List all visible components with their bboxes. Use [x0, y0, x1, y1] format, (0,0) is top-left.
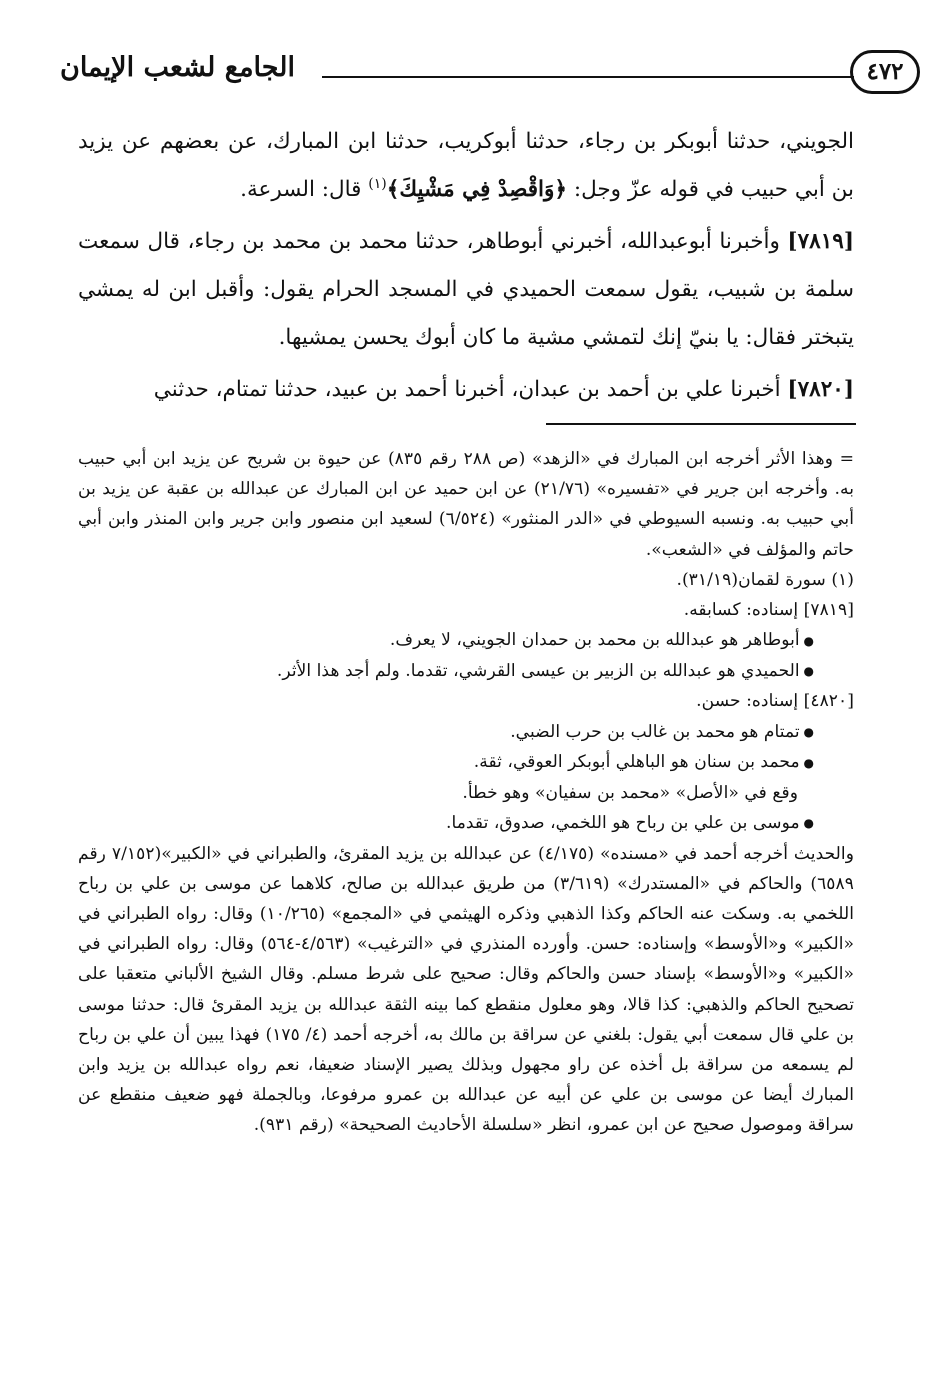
paragraph-text: الجويني، حدثنا أبوبكر بن رجاء، حدثنا أبوكريب، حدثنا ابن المبارك، عن بعضهم عن يزيد بن أبي حبيب في قوله عزّ وجل:: [78, 129, 854, 202]
footnote-bullet: ● أبوطاهر هو عبدالله بن محمد بن حمدان الجويني، لا يعرف.: [78, 625, 854, 656]
running-header: [60, 44, 904, 106]
footnote-separator: [546, 423, 856, 425]
footnote-1: (١) سورة لقمان(٣١/١٩).: [676, 569, 854, 590]
footnotes: [78, 444, 854, 1141]
footnote-hadith-takhrij: والحديث أخرجه أحمد في «مسنده» (٤/١٧٥) عن عبدالله بن يزيد المقرئ، والطبراني في «الكبير»(٧/١٥٢ رقم ٦٥٨٩) والحاكم في «المستدرك» (٣/٦١٩) من طريق عبدالله بن صالح، كلاهما عن موسى بن علي بن رباح اللخمي به. وسكت عنه الحاكم وكذا الذهبي وذكره الهيثمي في «المجمع» (١٠/٢٦٥) وقال: رواه الطبراني في «الكبير» و«الأوسط» وإسناده: حسن. وأورده المنذري في «الترغيب» (٤/٥٦٣-٥٦٤) وقال: رواه الطبراني في «الكبير» و«الأوسط» بإسناد حسن والحاكم وقال: صحيح على شرط مسلم. وقال الشيخ الألباني متعقبا على تصحيح الحاكم والذهبي: كذا قالا، وهو معلول منقطع كما بينه الثقة عبدالله بن يزيد المقرئ قال: حدثنا موسى بن علي قال سمعت أبي يقول: بلغني عن سراقة بن مالك به، أخرجه أحمد (٤/ ١٧٥) فهذا يبين أن علي بن رباح لم يسمعه من سراقة بل أخذه عن راو مجهول وبذلك يصير الإسناد ضعيفا، نعم رواه عبدالله بن يزيد وابن المبارك أيضا عن موسى بن علي عن أبيه عن عبدالله بن عمرو مرفوعا، وبالجملة فهو ضعيف منقطع عن سراقة وموصول صحيح عن ابن عمرو، انظر «سلسلة الأحاديث الصحيحة» (رقم ٩٣١).: [78, 843, 854, 1136]
header-rule: [322, 76, 854, 78]
hadith-text: أخبرنا علي بن أحمد بن عبدان، أخبرنا أحمد بن عبيد، حدثنا تمتام، حدثني: [153, 377, 788, 402]
book-title: الجامع لشعب الإيمان: [60, 52, 295, 83]
footnote-reference: (١): [368, 175, 387, 192]
footnote-bullet: ● الحميدي هو عبدالله بن الزبير بن عيسى القرشي، تقدما. ولم أجد هذا الأثر.: [78, 656, 854, 687]
paragraph-continuation: [78, 118, 854, 214]
hadith-text: وأخبرنا أبوعبدالله، أخبرني أبوطاهر، حدثنا محمد بن محمد بن رجاء، قال سمعت سلمة بن شبيب، يقول سمعت الحميدي في المسجد الحرام يقول: وأقبل ابن له يمشي يتبختر فقال: يا بنيّ إنك لتمشي مشية ما كان أبوك يحسن يمشيها.: [78, 229, 854, 350]
footnote-heading-7819: [٧٨١٩] إسناده: كسابقه.: [683, 600, 854, 621]
footnote-bullet: ● موسى بن علي بن رباح هو اللخمي، صدوق، تقدما.: [78, 808, 854, 839]
footnote-bullet: ● محمد بن سنان هو الباهلي أبوبكر العوقي، ثقة.: [78, 747, 854, 778]
hadith-7820: [78, 366, 854, 414]
footnote-bullet-continuation: وقع في «الأصل» «محمد بن سفيان» وهو خطأ.: [462, 782, 798, 803]
footnote-heading-4820: [٤٨٢٠] إسناده: حسن.: [696, 691, 854, 712]
footnote-bullet: ● تمتام هو محمد بن غالب بن حرب الضبي.: [78, 717, 854, 748]
page-number-badge: ٤٧٢: [850, 50, 920, 94]
main-text: [78, 118, 854, 414]
hadith-number: [٧٨٢٠]: [787, 377, 854, 402]
hadith-number: [٧٨١٩]: [787, 229, 854, 254]
footnote-continuation: = وهذا الأثر أخرجه ابن المبارك في «الزهد» (ص ٢٨٨ رقم ٨٣٥) عن حيوة بن شريح عن يزيد ابن أبي حبيب به. وأخرجه ابن جرير في «تفسيره» (٢١/٧٦) عن ابن حميد عن ابن المبارك عن عبدالله بن عقبة عن يزيد بن أبي حبيب به. ونسبه السيوطي في «الدر المنثور» (٦/٥٢٤) لسعيد ابن منصور وابن جرير وابن المنذر وابن أبي حاتم والمؤلف في «الشعب».: [78, 449, 854, 560]
quran-verse: ﴿وَاقْصِدْ فِي مَشْيِكَ﴾: [386, 177, 567, 202]
hadith-7819: [78, 218, 854, 362]
paragraph-text: قال: السرعة.: [240, 177, 369, 202]
